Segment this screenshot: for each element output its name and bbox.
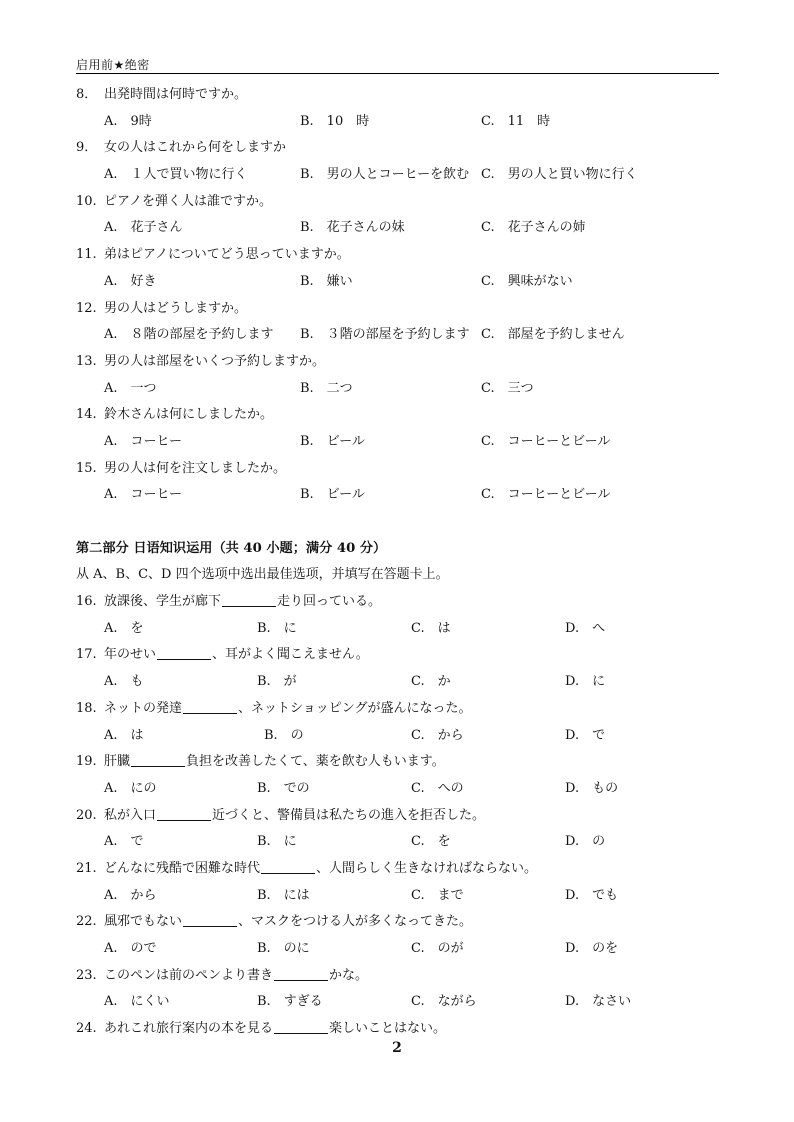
question-text-after: 、人間らしく生きなければならない。 [316,860,538,876]
question-text-before: 私が入口 [104,807,157,823]
question-15 [76,456,719,483]
question-text-after: 、ネットショッピングが盛んになった。 [238,700,472,716]
question-text-after: 走り回っている。 [277,594,382,610]
question-16 [76,589,719,616]
page-number: 2 [392,1040,402,1056]
option-c[interactable]: C. を [411,834,451,850]
option-a[interactable]: A. ８階の部屋を予約します [104,327,274,343]
option-b[interactable]: B. が [257,674,297,690]
question-text: 男の人は部屋をいくつ予約しますか。 [104,353,326,369]
question-11 [76,242,719,269]
options-15 [76,482,719,509]
question-text-after: 、マスクをつける人が多くなってきた。 [238,914,473,930]
question-number: 16. [76,594,97,610]
option-c[interactable]: C. コーヒーとビール [481,487,611,503]
question-12 [76,296,719,323]
options-20 [76,829,719,856]
option-d[interactable]: D. へ [565,620,606,636]
question-text: 鈴木さんは何にしましたか。 [104,407,274,423]
options-22 [76,936,719,963]
listening-questions [76,82,719,509]
option-c[interactable]: C. コーヒーとビール [481,433,611,449]
option-b[interactable]: B. すぎる [257,994,323,1010]
section-gap [76,509,719,536]
question-number: 12. [76,300,97,316]
section-instruction: 从 A、B、C、D 四个选项中选出最佳选项，并填写在答题卡上。 [76,567,449,583]
question-text: 弟はピアノについてどう思っていますか。 [104,247,350,263]
option-a[interactable]: A. 花子さん [104,220,183,236]
option-b[interactable]: B. 男の人とコーヒーを飲む [300,167,470,183]
question-text-before: 放課後、学生が廊下 [104,594,222,610]
option-b[interactable]: B. に [257,620,297,636]
options-9 [76,162,719,189]
options-14 [76,429,719,456]
option-a[interactable]: A. ので [104,941,157,956]
part2-section [76,536,719,1043]
options-10 [76,215,719,242]
options-8 [76,109,719,136]
question-text-after: 、耳がよく聞こえません。 [212,647,369,663]
question-number: 10. [76,193,97,209]
question-14 [76,402,719,429]
option-a[interactable]: A. も [104,674,144,690]
option-b[interactable]: B. ３階の部屋を予約します [300,327,470,343]
options-12 [76,322,719,349]
option-a[interactable]: A. コーヒー [104,487,183,503]
question-20 [76,803,719,830]
option-b[interactable]: B. 嫌い [300,273,353,289]
answer-blank [261,860,315,874]
option-d[interactable]: D. に [565,674,606,690]
question-text: ピアノを弾く人は誰ですか。 [104,193,272,209]
option-d[interactable]: D. もの [565,780,619,796]
answer-blank [274,967,328,981]
option-c[interactable]: C. は [411,620,451,636]
answer-blank [183,700,237,714]
question-22 [76,909,719,936]
option-c[interactable]: C. から [411,727,464,743]
question-19 [76,749,719,776]
option-b[interactable]: B. のに [257,941,310,956]
answer-blank [274,1020,328,1034]
option-d[interactable]: D. なさい [565,994,632,1010]
options-17 [76,669,719,696]
question-number: 23. [76,967,97,983]
option-a[interactable]: A. で [104,834,144,850]
option-b[interactable]: B. 二つ [300,380,353,396]
question-number: 13. [76,353,97,369]
answer-blank [183,913,237,927]
option-a[interactable]: A. を [104,620,144,636]
question-text-before: あれこれ旅行案内の本を見る [104,1021,274,1037]
option-d[interactable]: D. のを [565,941,619,956]
option-a[interactable]: A. にくい [104,994,170,1010]
option-c[interactable]: C. 興味がない [481,273,573,289]
question-number: 21. [76,860,97,876]
option-a[interactable]: A. にの [104,780,157,796]
question-number: 11. [76,247,97,263]
question-number: 22. [76,914,97,930]
question-text-after: 楽しいことはない。 [329,1021,447,1037]
question-17 [76,642,719,669]
option-b[interactable]: B. での [257,780,310,796]
question-number: 15. [76,460,97,476]
option-a[interactable]: A. 好き [104,273,157,289]
option-d[interactable]: D. でも [565,887,619,903]
option-a[interactable]: A. から [104,887,157,903]
option-c[interactable]: C. 男の人と買い物に行く [481,167,638,183]
option-c[interactable]: C. 三つ [481,380,534,396]
header-divider [76,73,719,74]
option-c[interactable]: C. か [411,674,451,690]
question-13 [76,349,719,376]
option-a[interactable]: A. 9時 [104,113,152,129]
question-21 [76,856,719,883]
option-d[interactable]: D. で [565,727,606,743]
option-c[interactable]: C. まで [411,887,464,903]
question-number: 24. [76,1021,97,1037]
option-b[interactable]: B. には [257,887,310,903]
options-16 [76,616,719,643]
option-c[interactable]: C. への [411,780,464,796]
answer-blank [131,753,185,767]
option-b[interactable]: B. ビール [300,433,365,449]
answer-blank [222,593,276,607]
header-text: 启用前★绝密 [76,58,150,72]
question-text: 出発時間は何時ですか。 [104,87,248,102]
question-number: 14. [76,407,97,423]
question-text: 女の人はこれから何をしますか [104,140,287,156]
question-number: 18. [76,700,97,716]
question-text-after: かな。 [329,967,369,983]
question-number: 9． [76,140,98,156]
question-text-before: 年のせい [104,647,157,663]
question-24 [76,1016,719,1043]
option-c[interactable]: C. ながら [411,994,477,1010]
options-13 [76,376,719,403]
question-text-before: どんなに残酷で困難な時代 [104,860,261,876]
options-23 [76,989,719,1016]
option-b[interactable]: B. の [264,727,304,743]
question-23 [76,963,719,990]
question-10 [76,189,719,216]
options-11 [76,269,719,296]
option-a[interactable]: A. コーヒー [104,433,183,449]
option-b[interactable]: B. 10 時 [300,113,370,129]
question-18 [76,696,719,723]
question-text: 男の人は何を注文しましたか。 [104,460,287,476]
option-d[interactable]: D. の [565,834,606,850]
option-a[interactable]: A. １人で買い物に行く [104,167,248,183]
question-number: 17. [76,647,97,663]
exam-content [76,82,719,1043]
option-c[interactable]: C. 11 時 [481,113,551,129]
option-c[interactable]: C. 花子さんの姉 [481,220,586,236]
question-9 [76,135,719,162]
option-b[interactable]: B. ビール [300,487,365,503]
section-title: 第二部分 日语知识运用（共 40 小题；满分 40 分） [76,540,387,556]
option-a[interactable]: A. 一つ [104,380,157,396]
options-18 [76,723,719,750]
question-text-before: ネットの発達 [104,700,183,716]
question-text-before: 風邪でもない [104,914,183,930]
question-text-before: このペンは前のペンより書き [104,967,274,983]
question-text-after: 負担を改善したくて、薬を飲む人もいます。 [186,754,445,770]
option-c[interactable]: C. 部屋を予約しません [481,327,625,343]
option-b[interactable]: B. 花子さんの妹 [300,220,405,236]
question-number: 20. [76,807,97,823]
answer-blank [157,807,211,821]
question-text: 男の人はどうしますか。 [104,300,248,316]
answer-blank [157,646,211,660]
question-number: 19. [76,754,97,770]
option-c[interactable]: C. のが [411,941,464,956]
options-19 [76,776,719,803]
option-a[interactable]: A. は [104,727,144,743]
question-text-before: 肝臓 [104,754,131,770]
option-b[interactable]: B. に [257,834,297,850]
question-text-after: 近づくと、警備員は私たちの進入を拒否した。 [212,807,486,823]
options-21 [76,883,719,910]
question-8 [76,82,719,109]
question-number: 8． [76,87,98,102]
